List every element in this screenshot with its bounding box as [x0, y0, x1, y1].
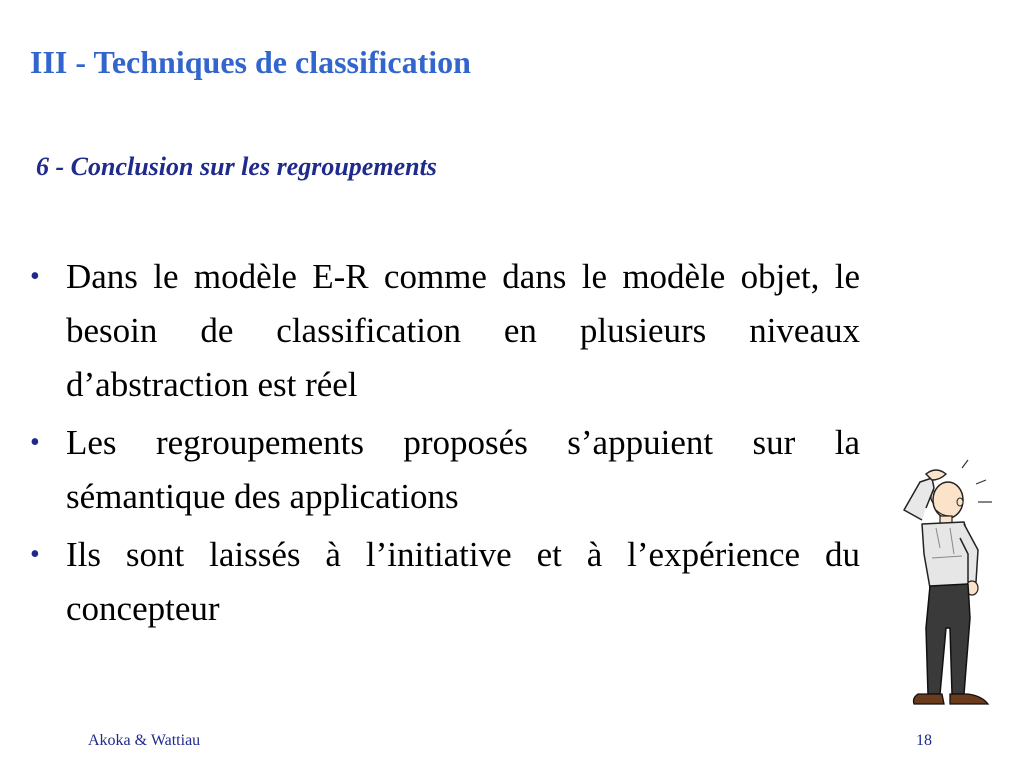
bullet-icon: •: [30, 539, 40, 570]
bullet-list: [30, 250, 860, 640]
bullet-icon: •: [30, 261, 40, 292]
bullet-item: [30, 416, 860, 524]
bullet-item: [30, 250, 860, 412]
slide-subtitle: 6 - Conclusion sur les regroupements: [36, 152, 437, 181]
page-number: 18: [916, 732, 932, 749]
bullet-icon: •: [30, 427, 40, 458]
puzzled-man-icon: [892, 458, 1002, 718]
bullet-item: [30, 528, 860, 636]
bullet-text: Les regroupements proposés s’appuient sur la sémantique des applications: [66, 423, 860, 516]
bullet-text: Ils sont laissés à l’initiative et à l’expérience du concepteur: [66, 535, 860, 628]
slide-title: III - Techniques de classification: [30, 44, 471, 80]
bullet-text: Dans le modèle E-R comme dans le modèle objet, le besoin de classification en plusieurs niveaux d’abstraction est réel: [66, 257, 860, 404]
footer-authors: Akoka & Wattiau: [88, 732, 201, 749]
